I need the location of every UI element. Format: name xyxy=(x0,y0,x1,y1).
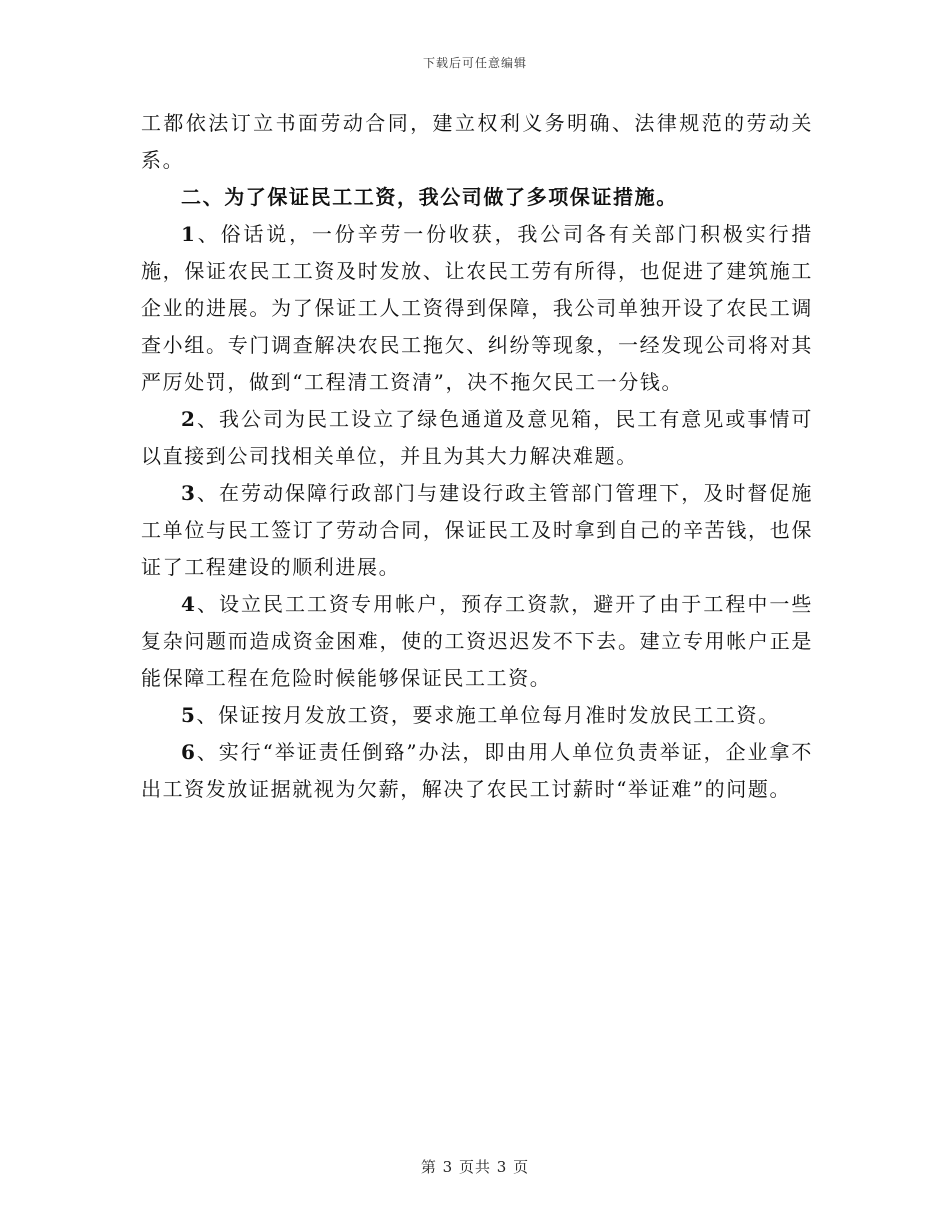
item-number: 2 xyxy=(181,407,197,431)
paragraph-item-3 xyxy=(141,475,813,586)
paragraph-item-4 xyxy=(141,586,813,697)
section-heading-text: 二、为了保证民工工资，我公司做了多项保证措施。 xyxy=(181,185,678,209)
paragraph-item-5 xyxy=(141,697,813,734)
paragraph-text: 、设立民工工资专用帐户，预存工资款，避开了由于工程中一些复杂问题而造成资金困难，使的工资迟迟发不下去。建立专用帐户正是能保障工程在危险时候能够保证民工工资。 xyxy=(141,592,813,690)
paragraph-text: 、我公司为民工设立了绿色通道及意见箱，民工有意见或事情可以直接到公司找相关单位，并且为其大力解决难题。 xyxy=(141,407,813,468)
section-heading xyxy=(141,179,813,216)
paragraph-text: 、在劳动保障行政部门与建设行政主管部门管理下，及时督促施工单位与民工签订了劳动合同，保证民工及时拿到自己的辛苦钱，也保证了工程建设的顺利进展。 xyxy=(141,481,813,579)
page-header: 下载后可任意编辑 xyxy=(422,56,527,70)
paragraph-item-6 xyxy=(141,734,813,808)
paragraph-continuation xyxy=(141,105,813,179)
paragraph-text: 、实行“举证责任倒臵”办法，即由用人单位负责举证，企业拿不出工资发放证据就视为欠薪，解决了农民工讨薪时“举证难”的问题。 xyxy=(141,740,813,801)
paragraph-text: 、俗话说，一份辛劳一份收获，我公司各有关部门积极实行措施，保证农民工工资及时发放、让农民工劳有所得，也促进了建筑施工企业的进展。为了保证工人工资得到保障，我公司单独开设了农民工调查小组。专门调查解决农民工拖欠、纠纷等现象，一经发现公司将对其严厉处罚，做到“工程清工资清”，决不拖欠民工一分钱。 xyxy=(141,222,813,394)
item-number: 1 xyxy=(181,222,197,246)
paragraph-text: 、保证按月发放工资，要求施工单位每月准时发放民工工资。 xyxy=(196,703,780,727)
page-footer: 第 3 页共 3 页 xyxy=(420,1158,530,1176)
item-number: 3 xyxy=(181,481,197,505)
paragraph-item-1 xyxy=(141,216,813,401)
document-body xyxy=(141,105,813,808)
item-number: 6 xyxy=(181,740,197,764)
paragraph-item-2 xyxy=(141,401,813,475)
item-number: 4 xyxy=(181,592,197,616)
item-number: 5 xyxy=(181,703,197,727)
paragraph-text: 工都依法订立书面劳动合同，建立权利义务明确、法律规范的劳动关系。 xyxy=(141,111,813,172)
